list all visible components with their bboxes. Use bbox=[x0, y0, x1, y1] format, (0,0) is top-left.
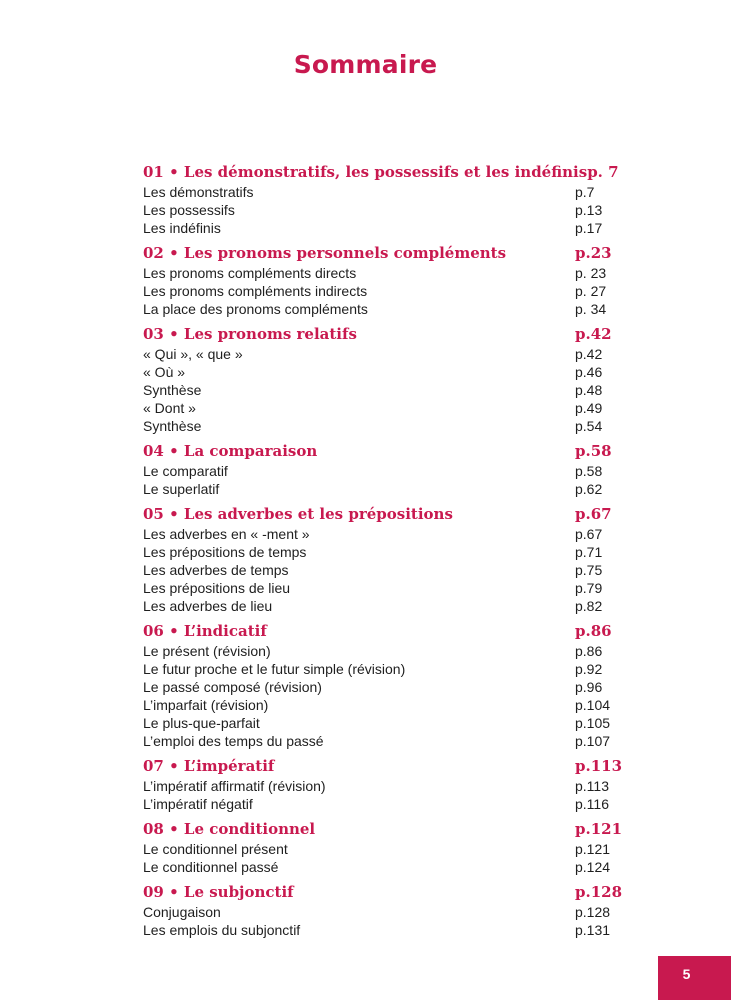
entry-label: Synthèse bbox=[143, 418, 202, 434]
toc-section bbox=[143, 243, 617, 318]
toc-entry[interactable] bbox=[143, 858, 617, 876]
entry-label: Le conditionnel passé bbox=[143, 859, 279, 875]
toc-entry[interactable] bbox=[143, 300, 617, 318]
entry-label: Les adverbes de temps bbox=[143, 562, 289, 578]
entry-page: p.131 bbox=[575, 922, 611, 938]
chapter-page: p.23 bbox=[575, 244, 612, 262]
entry-label: Le présent (révision) bbox=[143, 643, 271, 659]
toc-entry[interactable] bbox=[143, 678, 617, 696]
chapter-title: 03 • Les pronoms relatifs bbox=[143, 325, 357, 343]
entry-page: p.104 bbox=[575, 697, 611, 713]
entry-page: p.54 bbox=[575, 418, 603, 434]
entry-page: p.7 bbox=[575, 184, 595, 200]
entry-page: p.49 bbox=[575, 400, 603, 416]
entry-label: La place des pronoms compléments bbox=[143, 301, 368, 317]
toc-entry[interactable] bbox=[143, 399, 617, 417]
toc-entry[interactable] bbox=[143, 579, 617, 597]
entry-page: p.48 bbox=[575, 382, 603, 398]
chapter-page: p.86 bbox=[575, 622, 612, 640]
entry-page: p.128 bbox=[575, 904, 611, 920]
chapter-title: 05 • Les adverbes et les prépositions bbox=[143, 505, 453, 523]
entry-page: p.71 bbox=[575, 544, 603, 560]
toc-entry[interactable] bbox=[143, 480, 617, 498]
entry-page: p.17 bbox=[575, 220, 603, 236]
chapter-page: p.113 bbox=[575, 757, 623, 775]
entry-label: Les adverbes en « -ment » bbox=[143, 526, 310, 542]
toc-entry[interactable] bbox=[143, 219, 617, 237]
toc-entry[interactable] bbox=[143, 264, 617, 282]
entry-label: Le comparatif bbox=[143, 463, 228, 479]
entry-page: p.62 bbox=[575, 481, 603, 497]
entry-label: Les pronoms compléments indirects bbox=[143, 283, 368, 299]
toc-entry[interactable] bbox=[143, 660, 617, 678]
toc-section bbox=[143, 882, 623, 939]
table-of-contents bbox=[143, 162, 623, 945]
page-number-tab bbox=[658, 956, 731, 1000]
chapter-title: 06 • L’indicatif bbox=[143, 622, 267, 640]
chapter-page: p.121 bbox=[575, 820, 623, 838]
entry-label: Les démonstratifs bbox=[143, 184, 254, 200]
entry-label: L’imparfait (révision) bbox=[143, 697, 269, 713]
entry-page: p.46 bbox=[575, 364, 603, 380]
toc-entry[interactable] bbox=[143, 732, 617, 750]
chapter-heading[interactable] bbox=[143, 441, 617, 462]
toc-section bbox=[143, 756, 623, 813]
entry-label: L’emploi des temps du passé bbox=[143, 733, 324, 749]
page-title: Sommaire bbox=[293, 50, 438, 79]
entry-label: « Où » bbox=[143, 364, 186, 380]
entry-page: p.82 bbox=[575, 598, 603, 614]
chapter-title: 01 • Les démonstratifs, les possessifs et les indéfinis bbox=[143, 163, 588, 181]
toc-entry[interactable] bbox=[143, 363, 617, 381]
toc-entry[interactable] bbox=[143, 840, 617, 858]
entry-page: p.42 bbox=[575, 346, 603, 362]
entry-label: Les prépositions de temps bbox=[143, 544, 307, 560]
chapter-page: p.58 bbox=[575, 442, 612, 460]
toc-entry[interactable] bbox=[143, 462, 617, 480]
toc-entry[interactable] bbox=[143, 714, 617, 732]
toc-entry[interactable] bbox=[143, 282, 617, 300]
entry-page: p.67 bbox=[575, 526, 603, 542]
toc-entry[interactable] bbox=[143, 543, 617, 561]
entry-page: p.113 bbox=[575, 778, 609, 794]
toc-entry[interactable] bbox=[143, 921, 617, 939]
entry-label: Les prépositions de lieu bbox=[143, 580, 291, 596]
entry-label: Les emplois du subjonctif bbox=[143, 922, 301, 938]
chapter-heading[interactable] bbox=[143, 162, 617, 183]
entry-page: p. 27 bbox=[575, 283, 607, 299]
page-number: 5 bbox=[682, 966, 691, 982]
toc-entry[interactable] bbox=[143, 183, 617, 201]
chapter-heading[interactable] bbox=[143, 756, 623, 777]
chapter-heading[interactable] bbox=[143, 504, 617, 525]
toc-entry[interactable] bbox=[143, 597, 617, 615]
entry-page: p.107 bbox=[575, 733, 611, 749]
entry-page: p.86 bbox=[575, 643, 603, 659]
chapter-title: 02 • Les pronoms personnels compléments bbox=[143, 244, 507, 262]
entry-label: Le plus-que-parfait bbox=[143, 715, 260, 731]
toc-entry[interactable] bbox=[143, 642, 617, 660]
toc-entry[interactable] bbox=[143, 345, 617, 363]
toc-section bbox=[143, 504, 617, 615]
entry-page: p.105 bbox=[575, 715, 611, 731]
toc-entry[interactable] bbox=[143, 201, 617, 219]
entry-page: p.92 bbox=[575, 661, 603, 677]
toc-entry[interactable] bbox=[143, 777, 617, 795]
chapter-heading[interactable] bbox=[143, 243, 617, 264]
chapter-title: 08 • Le conditionnel bbox=[143, 820, 316, 838]
entry-page: p.96 bbox=[575, 679, 603, 695]
toc-section bbox=[143, 441, 617, 498]
entry-label: Le passé composé (révision) bbox=[143, 679, 322, 695]
entry-label: Le superlatif bbox=[143, 481, 220, 497]
toc-entry[interactable] bbox=[143, 903, 617, 921]
entry-label: L’impératif négatif bbox=[143, 796, 253, 812]
chapter-page: p.67 bbox=[575, 505, 612, 523]
entry-label: Les possessifs bbox=[143, 202, 235, 218]
entry-label: Les pronoms compléments directs bbox=[143, 265, 357, 281]
entry-page: p.58 bbox=[575, 463, 603, 479]
entry-page: p. 34 bbox=[575, 301, 607, 317]
chapter-page: p. 7 bbox=[587, 163, 619, 181]
chapter-heading[interactable] bbox=[143, 324, 617, 345]
chapter-heading[interactable] bbox=[143, 621, 617, 642]
entry-label: Les adverbes de lieu bbox=[143, 598, 273, 614]
toc-section bbox=[143, 621, 617, 750]
toc-entry[interactable] bbox=[143, 795, 617, 813]
entry-label: Conjugaison bbox=[143, 904, 221, 920]
chapter-heading[interactable] bbox=[143, 882, 623, 903]
chapter-page: p.42 bbox=[575, 325, 612, 343]
entry-label: Le conditionnel présent bbox=[143, 841, 288, 857]
entry-label: Les indéfinis bbox=[143, 220, 221, 236]
toc-section bbox=[143, 162, 617, 237]
entry-label: « Qui », « que » bbox=[143, 346, 243, 362]
entry-label: « Dont » bbox=[143, 400, 196, 416]
entry-page: p.13 bbox=[575, 202, 603, 218]
entry-label: Synthèse bbox=[143, 382, 202, 398]
chapter-heading[interactable] bbox=[143, 819, 623, 840]
toc-entry[interactable] bbox=[143, 417, 617, 435]
toc-entry[interactable] bbox=[143, 381, 617, 399]
chapter-title: 07 • L’impératif bbox=[143, 757, 275, 775]
entry-page: p.79 bbox=[575, 580, 603, 596]
entry-page: p.116 bbox=[575, 796, 609, 812]
toc-entry[interactable] bbox=[143, 696, 617, 714]
chapter-title: 09 • Le subjonctif bbox=[143, 883, 294, 901]
entry-page: p. 23 bbox=[575, 265, 607, 281]
toc-entry[interactable] bbox=[143, 561, 617, 579]
toc-section bbox=[143, 324, 617, 435]
entry-page: p.124 bbox=[575, 859, 611, 875]
entry-label: Le futur proche et le futur simple (révision) bbox=[143, 661, 406, 677]
chapter-page: p.128 bbox=[575, 883, 623, 901]
toc-section bbox=[143, 819, 623, 876]
chapter-title: 04 • La comparaison bbox=[143, 442, 318, 460]
entry-label: L’impératif affirmatif (révision) bbox=[143, 778, 326, 794]
toc-entry[interactable] bbox=[143, 525, 617, 543]
entry-page: p.75 bbox=[575, 562, 603, 578]
entry-page: p.121 bbox=[575, 841, 611, 857]
